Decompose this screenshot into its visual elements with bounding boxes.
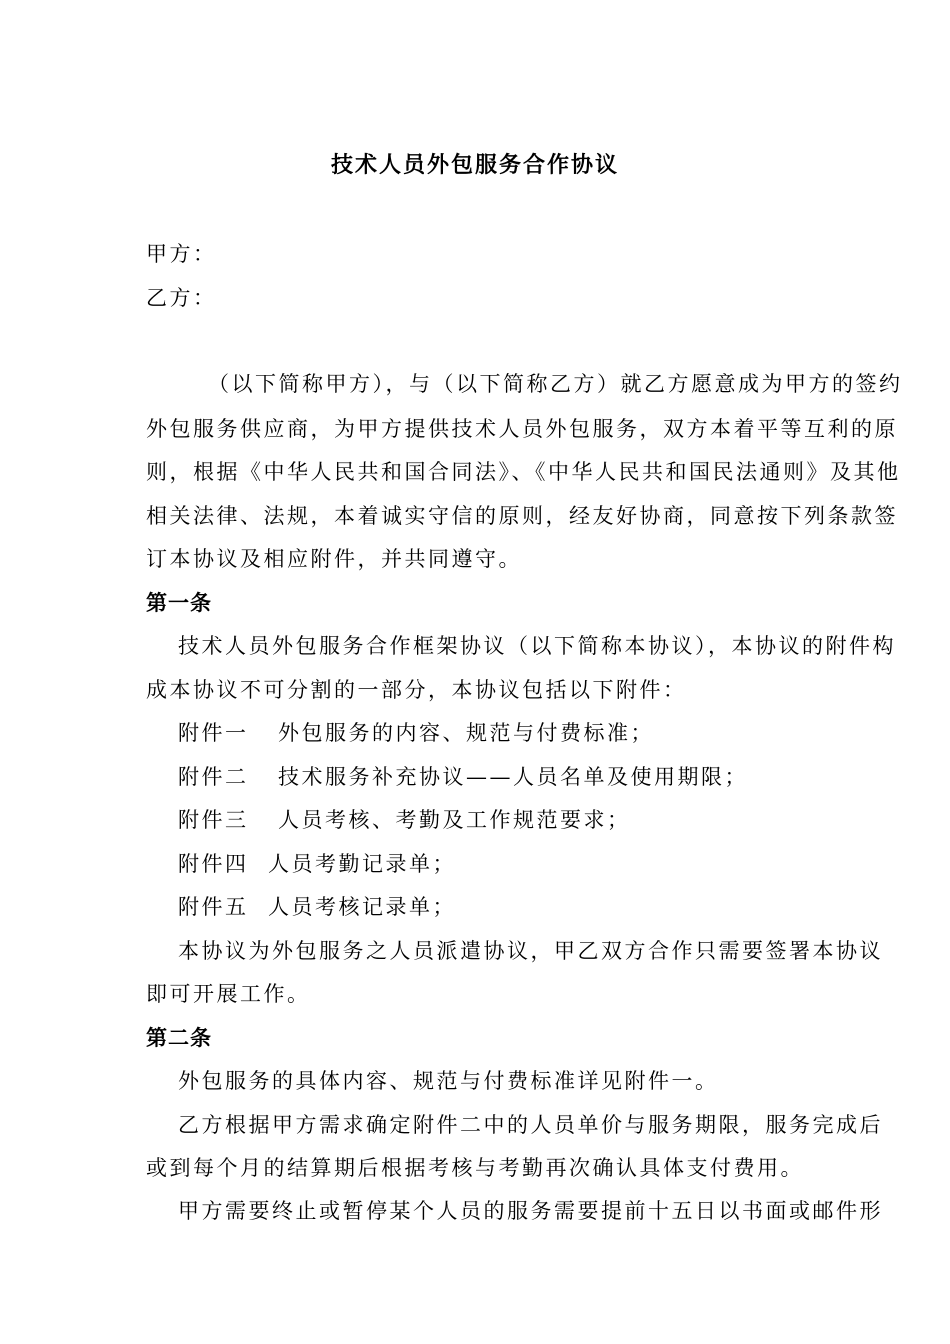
attachment-item	[178, 719, 654, 747]
attachment-text: 外包服务的内容、规范与付费标准；	[278, 721, 654, 745]
attachment-label: 附件二	[178, 765, 249, 789]
attachment-item	[178, 893, 456, 921]
attachment-label: 附件四	[178, 852, 249, 876]
article-2-paragraph-line: 外包服务的具体内容、规范与付费标准详见附件一。	[178, 1069, 719, 1093]
article-1-heading: 第一条	[146, 590, 212, 615]
attachment-item	[178, 763, 748, 791]
article-2-paragraph-line: 乙方根据甲方需求确定附件二中的人员单价与服务期限，服务完成后	[178, 1113, 883, 1137]
preamble-line-5: 订本协议及相应附件，并共同遵守。	[146, 547, 522, 571]
preamble-line-1: （以下简称甲方），与（以下简称乙方）就乙方愿意成为甲方的签约	[208, 372, 903, 396]
document-title: 技术人员外包服务合作协议	[330, 152, 619, 178]
preamble-line-3: 则，根据《中华人民共和国合同法》、《中华人民共和国民法通则》及其他	[146, 460, 901, 484]
article-2-heading: 第二条	[146, 1025, 212, 1050]
article-1-intro-line-2: 成本协议不可分割的一部分，本协议包括以下附件：	[146, 678, 687, 702]
attachment-text: 人员考核记录单；	[268, 895, 456, 919]
attachment-text: 技术服务补充协议——人员名单及使用期限；	[278, 765, 748, 789]
article-1-closing-line-1: 本协议为外包服务之人员派遣协议，甲乙双方合作只需要签署本协议	[178, 939, 883, 963]
party-a-label: 甲方：	[146, 242, 217, 266]
attachment-text: 人员考核、考勤及工作规范要求；	[278, 808, 631, 832]
attachment-label: 附件五	[178, 895, 249, 919]
preamble-line-4: 相关法律、法规，本着诚实守信的原则，经友好协商，同意按下列条款签	[146, 504, 898, 528]
article-1-closing-line-2: 即可开展工作。	[146, 982, 311, 1006]
preamble-line-2: 外包服务供应商，为甲方提供技术人员外包服务，双方本着平等互利的原	[146, 417, 898, 441]
attachment-item	[178, 850, 456, 878]
attachment-item	[178, 806, 631, 834]
article-2-paragraph-line: 甲方需要终止或暂停某个人员的服务需要提前十五日以书面或邮件形	[178, 1199, 883, 1223]
attachment-label: 附件一	[178, 721, 249, 745]
attachment-text: 人员考勤记录单；	[268, 852, 456, 876]
party-b-label: 乙方：	[146, 286, 217, 310]
article-2-paragraph-line: 或到每个月的结算期后根据考核与考勤再次确认具体支付费用。	[146, 1156, 804, 1180]
article-1-intro-line-1: 技术人员外包服务合作框架协议（以下简称本协议），本协议的附件构	[178, 634, 896, 658]
attachment-label: 附件三	[178, 808, 249, 832]
